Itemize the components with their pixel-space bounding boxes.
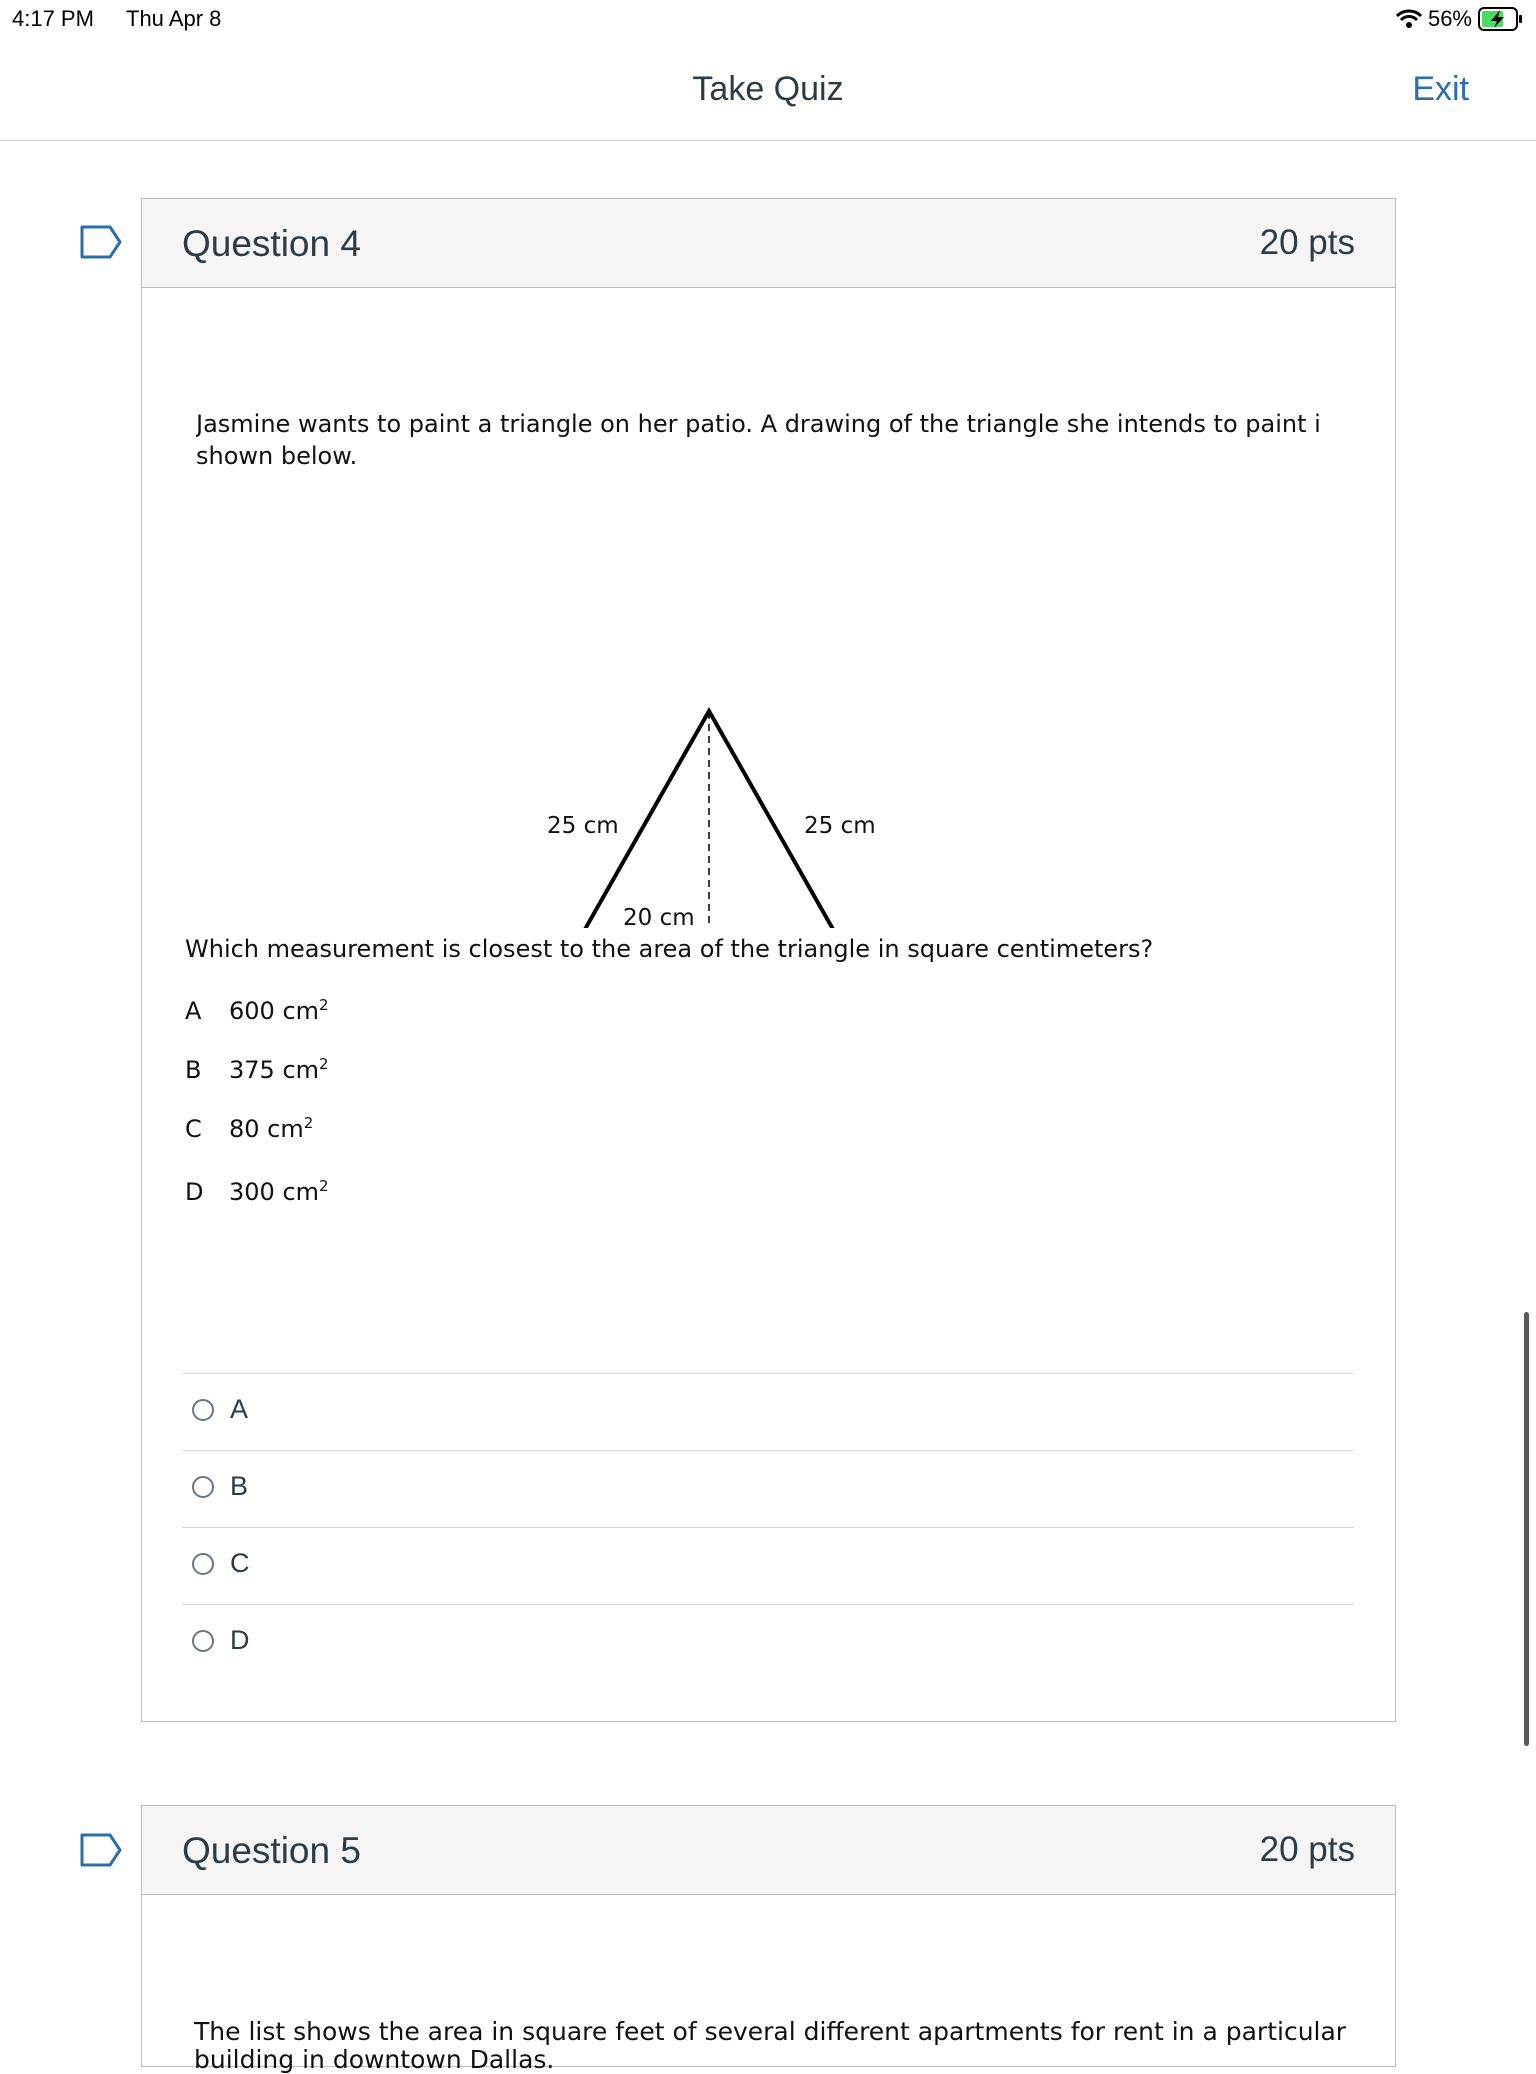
question-ask: Which measurement is closest to the area of the triangle in square centimeters? [185, 935, 1154, 963]
question-prompt [194, 2018, 1384, 2074]
answer-option-c[interactable] [182, 1527, 1354, 1604]
status-time: 4:17 PM [12, 6, 94, 31]
question-header [142, 199, 1395, 288]
height-label: 20 cm [623, 905, 695, 928]
triangle-outline [527, 512, 891, 928]
radio-button[interactable] [192, 1553, 214, 1575]
prompt-line: Jasmine wants to paint a triangle on her patio. A drawing of the triangle she intends to paint i [196, 410, 1321, 438]
question-4 [141, 198, 1396, 1722]
choice-value: 80 cm [229, 1115, 304, 1143]
choice-value: 600 cm [229, 997, 320, 1025]
wifi-icon [1396, 9, 1422, 29]
choice-letter: B [185, 1056, 202, 1084]
status-indicators [1396, 6, 1524, 32]
choice-letter: C [185, 1115, 202, 1143]
question-points: 20 pts [1259, 223, 1355, 262]
answer-label: D [230, 1625, 250, 1655]
radio-button[interactable] [192, 1399, 214, 1421]
right-side-label: 25 cm [804, 813, 876, 839]
question-header [142, 1806, 1395, 1895]
answer-option-d[interactable] [182, 1604, 1354, 1681]
choice-a [185, 996, 329, 1025]
answer-label: B [230, 1471, 249, 1501]
status-bar [0, 0, 1536, 40]
choice-letter: D [185, 1178, 204, 1206]
question-points: 20 pts [1259, 1830, 1355, 1869]
triangle-figure [142, 288, 1395, 928]
exit-button[interactable]: Exit [1412, 70, 1469, 108]
question-title: Question 4 [182, 223, 361, 264]
battery-percent: 56% [1427, 6, 1472, 31]
prompt-line: The list shows the area in square feet of several different apartments for rent in a particular [194, 2017, 1347, 2046]
page-title: Take Quiz [692, 70, 844, 108]
choice-c [185, 1114, 313, 1143]
answer-label: A [230, 1394, 249, 1424]
flag-question-icon[interactable] [80, 1833, 122, 1872]
choice-exponent: 2 [303, 1114, 314, 1132]
answer-label: C [230, 1548, 250, 1578]
choice-exponent: 2 [319, 1177, 329, 1195]
choice-exponent: 2 [319, 996, 329, 1014]
answer-option-a[interactable] [182, 1373, 1354, 1450]
nav-bar [0, 40, 1536, 141]
question-5 [141, 1805, 1396, 2074]
status-date: Thu Apr 8 [126, 6, 222, 31]
prompt-line: shown below. [196, 442, 358, 470]
answer-option-b[interactable] [182, 1450, 1354, 1527]
battery-charging-icon [1478, 7, 1524, 31]
choice-d [185, 1177, 329, 1206]
left-side-label: 25 cm [547, 813, 619, 839]
choice-exponent: 2 [319, 1055, 329, 1073]
choice-value: 300 cm [229, 1178, 320, 1206]
prompt-line: building in downtown Dallas. [194, 2045, 555, 2074]
question-title: Question 5 [182, 1830, 361, 1871]
answer-list [182, 1373, 1354, 1681]
radio-button[interactable] [192, 1476, 214, 1498]
scrollbar[interactable] [1524, 1312, 1529, 1746]
choice-letter: A [185, 997, 202, 1025]
flag-question-icon[interactable] [80, 225, 122, 264]
choice-value: 375 cm [229, 1056, 320, 1084]
choice-b [185, 1055, 329, 1084]
radio-button[interactable] [192, 1630, 214, 1652]
